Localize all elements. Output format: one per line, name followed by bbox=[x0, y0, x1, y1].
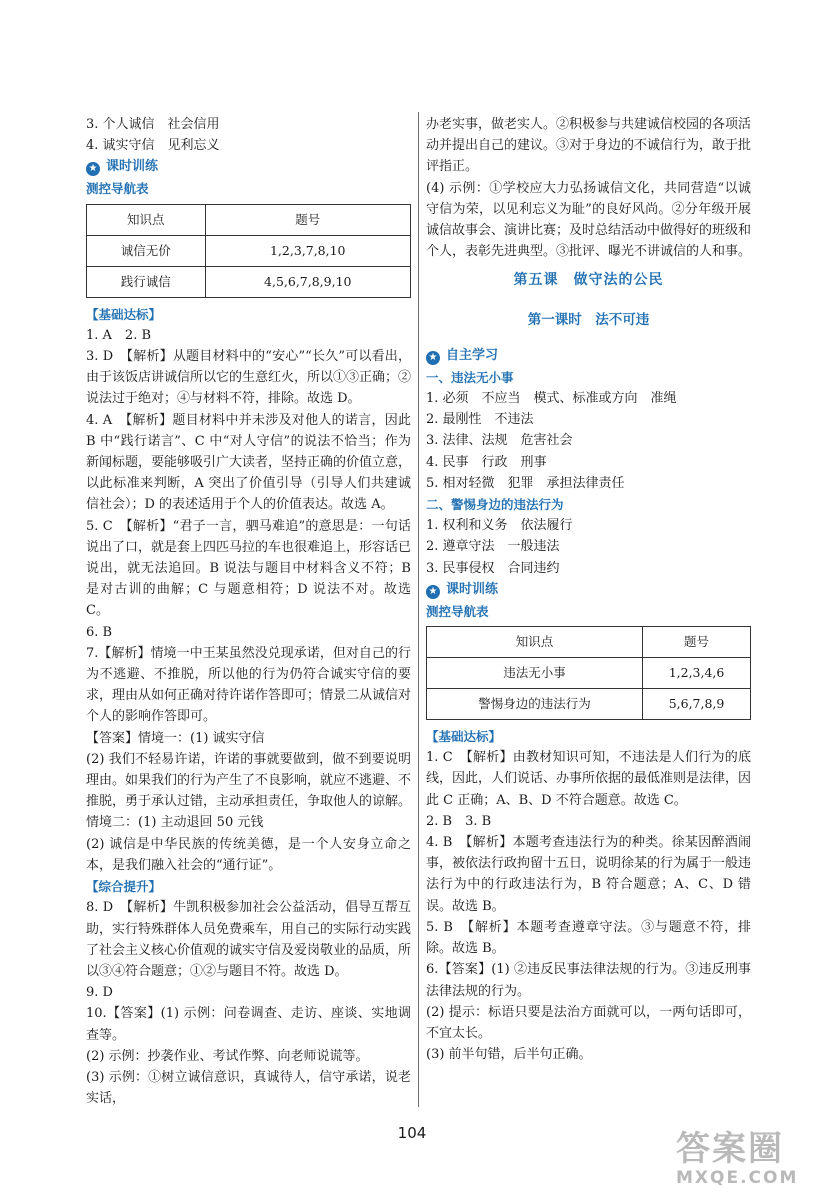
answer-paragraph: 10.【答案】(1) 示例：问卷调查、走访、座谈、实地调查等。 bbox=[86, 1006, 411, 1043]
answer-line: (3) 前半句错，后半句正确。 bbox=[426, 1047, 592, 1063]
answer-paragraph: 5. C 【解析】“君子一言，驷马难追”的意思是：一句话说出了口，就是套上四匹马拉的车也很难追上，形容话已说出，就无法追回。B 说法与题目中材料含义不符；B 是对古训的曲解；C 与题意相符；D 说法不对。故选 C。 bbox=[86, 518, 412, 619]
navigation-table bbox=[86, 204, 411, 298]
answer-paragraph: 7.【解析】情境一中王某虽然没兑现承诺，但对自己的行为不逃避、不推脱，所以他的行为仍符合诚实守信的要求，理由从如何正确对待许诺作答即可；情景二从诚信对个人的影响作答即可。 bbox=[86, 645, 412, 725]
answer-line: 3. 法律、法规 危害社会 bbox=[426, 433, 573, 449]
page-number: 104 bbox=[397, 1124, 427, 1142]
subheading: 二、警惕身边的违法行为 bbox=[426, 497, 564, 513]
right-column bbox=[426, 114, 751, 1065]
answer-paragraph: 3. D 【解析】从题目材料中的“安心”“长久”可以看出，由于该饭店讲诚信所以它的生意红火，所以①③正确；②说法过于绝对；④与材料不符，排除。故选 D。 bbox=[86, 349, 412, 407]
table-header: 题号 bbox=[643, 627, 751, 658]
answer-paragraph: (2) 提示：标语只要是法治方面就可以，一两句话即可，不宜太长。 bbox=[426, 1004, 751, 1041]
answer-paragraph: 办老实事，做老实人。②积极参与共建诚信校园的各项活动并提出自己的建议。③对于身边的不诚信行为，敢于批评指正。 bbox=[426, 117, 752, 175]
nav-table-title: 测控导航表 bbox=[426, 603, 489, 619]
table-cell: 5,6,7,8,9 bbox=[643, 689, 751, 720]
answer-line: 2. B 3. B bbox=[426, 813, 492, 829]
table-row bbox=[87, 235, 411, 266]
answer-line: 1. 权利和义务 依法履行 bbox=[426, 518, 573, 534]
section-heading bbox=[86, 156, 411, 178]
answer-line: 4. 诚实守信 见利忘义 bbox=[86, 138, 220, 154]
subheading: 一、违法无小事 bbox=[426, 369, 514, 385]
answer-line: 2. 最刚性 不违法 bbox=[426, 412, 534, 428]
answer-line: 3. 民事侵权 合同违约 bbox=[426, 560, 560, 576]
star-icon: ★ bbox=[426, 351, 440, 365]
table-cell: 警惕身边的违法行为 bbox=[427, 689, 643, 720]
answer-line: 情境二：(1) 主动退回 50 元钱 bbox=[86, 815, 264, 831]
left-column bbox=[86, 114, 411, 1109]
answer-line: 【答案】情境一：(1) 诚实守信 bbox=[86, 730, 265, 746]
star-icon: ★ bbox=[86, 162, 100, 176]
answer-paragraph: (2) 诚信是中华民族的传统美德，是一个人安身立命之本，是我们融入社会的“通行证”。 bbox=[86, 836, 411, 873]
table-header: 知识点 bbox=[427, 627, 643, 658]
navigation-table bbox=[426, 626, 751, 720]
nav-table-title: 测控导航表 bbox=[86, 181, 149, 197]
watermark-text: 答案圈 bbox=[676, 1129, 784, 1169]
answer-paragraph: 4. A 【解析】题目材料中并未涉及对他人的诺言，因此 B 中“践行诺言”、C 中“对人守信”的说法不恰当；作为新闻标题，要能够吸引广大读者，坚持正确的价值立意，以此标准来判断，A 突出了价值引导（引导人们共建诚信社会）；D 的表述适用于个人的价值表达。故选 A。 bbox=[86, 412, 412, 513]
watermark-url: MXQE.COM bbox=[676, 1168, 799, 1188]
answer-paragraph: 8. D 【解析】牛凯积极参加社会公益活动，倡导互帮互助，实行特殊群体人员免费乘车，用自己的实际行动实践了社会主义核心价值观的诚实守信及爱岗敬业的品质，所以③④符合题意；①②与题目不符。故选 D。 bbox=[86, 900, 412, 979]
answer-line: 5. 相对轻微 犯罪 承担法律责任 bbox=[426, 475, 625, 491]
period-title: 第一课时 法不可违 bbox=[527, 311, 650, 328]
section-heading-text: 课时训练 bbox=[446, 581, 499, 597]
answer-paragraph: 1. C 【解析】由教材知识可知，不违法是人们行为的底线，因此，人们说话、办事所依据的最低准则是法律，因此 C 正确；A、B、D 不符合题意。故选 C。 bbox=[426, 750, 752, 808]
table-cell: 4,5,6,7,8,9,10 bbox=[205, 266, 411, 297]
table-cell: 诚信无价 bbox=[87, 235, 206, 266]
table-row bbox=[427, 658, 751, 689]
subsection-tag: 【基础达标】 bbox=[426, 729, 502, 745]
lesson-title: 第五课 做守法的公民 bbox=[513, 272, 664, 289]
answer-line: 2. 遵章守法 一般违法 bbox=[426, 539, 560, 555]
table-cell: 1,2,3,4,6 bbox=[643, 658, 751, 689]
watermark-logo bbox=[676, 1130, 824, 1196]
answer-line: 6. B bbox=[86, 624, 113, 640]
answer-line: (2) 示例：抄袭作业、考试作弊、向老师说谎等。 bbox=[86, 1048, 369, 1064]
table-cell: 违法无小事 bbox=[427, 658, 643, 689]
answer-paragraph: (3) 示例：①树立诚信意识，真诚待人，信守承诺，说老实话， bbox=[86, 1069, 411, 1107]
answer-line: 9. D bbox=[86, 985, 113, 1001]
answer-line: 3. 个人诚信 社会信用 bbox=[86, 117, 220, 132]
column-divider bbox=[418, 112, 419, 1107]
table-cell: 1,2,3,7,8,10 bbox=[205, 235, 411, 266]
answer-line: 4. 民事 行政 刑事 bbox=[426, 454, 547, 470]
answer-paragraph: (2) 我们不轻易许诺，许诺的事就要做到，做不到要说明理由。如果我们的行为产生了不良影响，就应不逃避、不推脱，勇于承认过错，主动承担责任，争取他人的谅解。 bbox=[86, 751, 412, 810]
answer-paragraph: 6.【答案】(1) ②违反民事法律法规的行为。③违反刑事法律法规的行为。 bbox=[426, 962, 751, 999]
answer-line: 1. 必须 不应当 模式、标准或方向 准绳 bbox=[426, 391, 677, 407]
section-heading bbox=[426, 345, 751, 367]
star-icon: ★ bbox=[426, 585, 440, 599]
table-row bbox=[87, 266, 411, 297]
table-cell: 践行诚信 bbox=[87, 266, 206, 297]
answer-paragraph: (4) 示例：①学校应大力弘扬诚信文化，共同营造“以诚守信为荣，以见利忘义为耻”的良好风尚。②分年级开展诚信故事会、演讲比赛；及时总结活动中做得好的班级和个人，表彰先进典型。③批评、曝光不讲诚信的人和事。 bbox=[426, 180, 752, 260]
section-heading bbox=[426, 579, 751, 601]
subsection-tag: 【综合提升】 bbox=[86, 879, 162, 895]
table-header: 题号 bbox=[205, 204, 411, 235]
section-heading-text: 课时训练 bbox=[106, 159, 159, 175]
answer-paragraph: 4. B 【解析】本题考查违法行为的种类。徐某因醉酒闹事，被依法行政拘留十五日，说明徐某的行为属于一般违法行为中的行政违法行为，B 符合题意；A、C、D 错误。故选 B。 bbox=[426, 835, 752, 914]
answer-line: 1. A 2. B bbox=[86, 327, 152, 343]
table-row bbox=[427, 689, 751, 720]
table-header: 知识点 bbox=[87, 204, 206, 235]
subsection-tag: 【基础达标】 bbox=[86, 306, 162, 322]
answer-paragraph: 5. B 【解析】本题考查遵章守法。③与题意不符，排除。故选 B。 bbox=[426, 919, 751, 957]
section-heading-text: 自主学习 bbox=[446, 347, 499, 363]
